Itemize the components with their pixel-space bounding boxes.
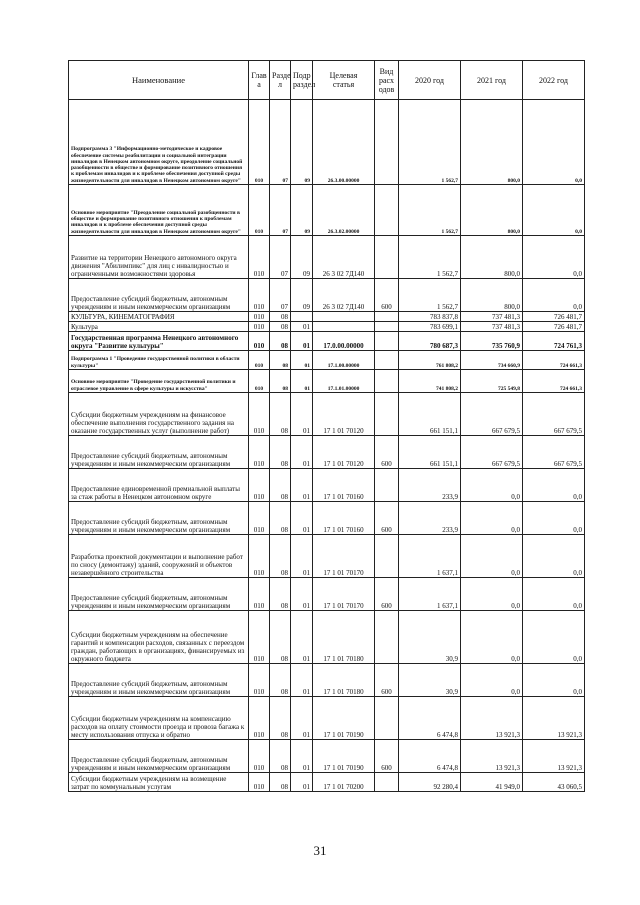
row-2021: 734 660,9 [461, 351, 523, 370]
table-row [69, 664, 585, 697]
row-name: Субсидии бюджетным учреждениям на компенсацию расходов на оплату стоимости проезда и провоза багажа к месту использования отпуска и обратно [69, 697, 249, 740]
row-podrazdel: 01 [291, 393, 313, 436]
row-podrazdel: 09 [291, 185, 313, 236]
header-vid: Вид расх одов [375, 61, 399, 100]
row-2022: 724 761,3 [523, 332, 585, 351]
row-vid: 600 [375, 740, 399, 773]
table-row [69, 393, 585, 436]
row-2022: 0,0 [523, 279, 585, 312]
table-row [69, 469, 585, 502]
header-razdel: Разде л [270, 61, 291, 100]
row-podrazdel: 01 [291, 740, 313, 773]
row-2021: 667 679,5 [461, 393, 523, 436]
row-glava: 010 [249, 236, 270, 279]
table-row [69, 185, 585, 236]
row-2021: 667 679,5 [461, 436, 523, 469]
row-2022: 0,0 [523, 535, 585, 578]
row-glava: 010 [249, 312, 270, 322]
row-2021: 41 949,0 [461, 773, 523, 792]
header-2022: 2022 год [523, 61, 585, 100]
row-2020: 1 562,7 [399, 100, 461, 185]
row-vid: 600 [375, 436, 399, 469]
row-target: 26 3 02 7Д140 [313, 279, 375, 312]
table-header-row [69, 61, 585, 100]
row-target [313, 312, 375, 322]
row-2020: 783 699,1 [399, 322, 461, 332]
row-name: Разработка проектной документации и выполнение работ по сносу (демонтажу) зданий, сооружений и объектов незавершённого строительства [69, 535, 249, 578]
row-razdel: 07 [270, 100, 291, 185]
row-razdel: 08 [270, 370, 291, 393]
row-podrazdel: 09 [291, 279, 313, 312]
row-name: Развитие на территории Ненецкого автономного округа движения "Абилимпикс" для лиц с инвалидностью и ограниченными возможностями здоровья [69, 236, 249, 279]
row-2020: 661 151,1 [399, 436, 461, 469]
row-2021: 0,0 [461, 469, 523, 502]
row-podrazdel: 01 [291, 773, 313, 792]
table-row [69, 351, 585, 370]
row-glava: 010 [249, 100, 270, 185]
row-glava: 010 [249, 351, 270, 370]
row-glava: 010 [249, 370, 270, 393]
row-2022: 667 679,5 [523, 393, 585, 436]
row-razdel: 07 [270, 279, 291, 312]
row-2020: 1 637,1 [399, 535, 461, 578]
row-podrazdel: 01 [291, 322, 313, 332]
table-row [69, 697, 585, 740]
table-row [69, 370, 585, 393]
row-podrazdel [291, 312, 313, 322]
page-number: 31 [313, 843, 327, 858]
row-podrazdel: 01 [291, 697, 313, 740]
row-glava: 010 [249, 469, 270, 502]
row-2022: 0,0 [523, 100, 585, 185]
header-name: Наименование [69, 61, 249, 100]
row-razdel: 08 [270, 535, 291, 578]
row-2020: 761 808,2 [399, 351, 461, 370]
row-name: Предоставление субсидий бюджетным, автономным учреждениям и иным некоммерческим организациям [69, 279, 249, 312]
row-2022: 726 481,7 [523, 312, 585, 322]
table-row [69, 611, 585, 664]
row-2022: 0,0 [523, 185, 585, 236]
header-2020: 2020 год [399, 61, 461, 100]
row-razdel: 07 [270, 185, 291, 236]
row-2021: 735 760,9 [461, 332, 523, 351]
row-target: 17 1 01 70120 [313, 436, 375, 469]
row-2020: 780 687,3 [399, 332, 461, 351]
row-target: 17.0.00.00000 [313, 332, 375, 351]
row-razdel: 08 [270, 740, 291, 773]
row-2020: 30,9 [399, 664, 461, 697]
row-target: 17 1 01 70170 [313, 578, 375, 611]
row-target: 17 1 01 70190 [313, 697, 375, 740]
row-2022: 0,0 [523, 469, 585, 502]
row-razdel: 08 [270, 393, 291, 436]
table-row [69, 322, 585, 332]
row-vid [375, 236, 399, 279]
row-2021: 13 921,3 [461, 740, 523, 773]
row-vid [375, 535, 399, 578]
row-vid [375, 351, 399, 370]
table-row [69, 740, 585, 773]
row-2022: 726 481,7 [523, 322, 585, 332]
row-podrazdel: 01 [291, 332, 313, 351]
header-target: Целевая статья [313, 61, 375, 100]
row-glava: 010 [249, 664, 270, 697]
row-name: Субсидии бюджетным учреждениям на финансовое обеспечение выполнения государственного задания на оказание государственных услуг (выполнение работ) [69, 393, 249, 436]
row-name: Предоставление субсидий бюджетным, автономным учреждениям и иным некоммерческим организациям [69, 578, 249, 611]
row-2021: 800,0 [461, 279, 523, 312]
row-glava: 010 [249, 322, 270, 332]
row-target: 17.1.01.00000 [313, 370, 375, 393]
row-podrazdel: 01 [291, 535, 313, 578]
row-glava: 010 [249, 436, 270, 469]
table-row [69, 436, 585, 469]
table-row [69, 502, 585, 535]
row-podrazdel: 01 [291, 469, 313, 502]
row-name: Государственная программа Ненецкого автономного округа "Развитие культуры" [69, 332, 249, 351]
row-2021: 0,0 [461, 578, 523, 611]
row-2022: 43 060,5 [523, 773, 585, 792]
table-row [69, 312, 585, 322]
row-razdel: 08 [270, 322, 291, 332]
row-razdel: 08 [270, 502, 291, 535]
row-razdel: 08 [270, 436, 291, 469]
row-2020: 6 474,8 [399, 740, 461, 773]
row-2020: 1 562,7 [399, 236, 461, 279]
row-glava: 010 [249, 332, 270, 351]
row-razdel: 08 [270, 697, 291, 740]
row-2020: 92 280,4 [399, 773, 461, 792]
row-glava: 010 [249, 393, 270, 436]
row-target: 17 1 01 70120 [313, 393, 375, 436]
row-vid [375, 185, 399, 236]
row-2022: 724 661,3 [523, 351, 585, 370]
row-podrazdel: 09 [291, 236, 313, 279]
row-vid: 600 [375, 279, 399, 312]
table-row [69, 279, 585, 312]
row-podrazdel: 01 [291, 370, 313, 393]
row-name: Субсидии бюджетным учреждениям на обеспечение гарантий и компенсации расходов, связанных с переездом граждан, работающих в организациях, финансируемых из окружного бюджета [69, 611, 249, 664]
row-2020: 233,9 [399, 469, 461, 502]
row-name: Предоставление субсидий бюджетным, автономным учреждениям и иным некоммерческим организациям [69, 436, 249, 469]
row-2021: 0,0 [461, 502, 523, 535]
table-body [69, 100, 585, 792]
row-2020: 1 562,7 [399, 185, 461, 236]
row-2022: 667 679,5 [523, 436, 585, 469]
row-target: 17 1 01 70190 [313, 740, 375, 773]
row-razdel: 08 [270, 578, 291, 611]
row-name: Предоставление субсидий бюджетным, автономным учреждениям и иным некоммерческим организациям [69, 664, 249, 697]
row-2020: 6 474,8 [399, 697, 461, 740]
row-podrazdel: 01 [291, 436, 313, 469]
row-2022: 0,0 [523, 611, 585, 664]
row-name: Подпрограмма 3 "Информационно-методическое и кадровое обеспечение системы реабилитации и социальной интеграции инвалидов в Ненецком автономном округе, преодоление социальной разобщенности в обществе и формирование позитивного отношения к проблемам инвалидов и к проблеме обеспечения доступной среды жизнедеятельности для инвалидов в Ненецком автономном округе" [69, 100, 249, 185]
row-name: Культура [69, 322, 249, 332]
row-2021: 725 549,8 [461, 370, 523, 393]
row-name: Предоставление единовременной премиальной выплаты за стаж работы в Ненецком автономном округе [69, 469, 249, 502]
row-name: Субсидии бюджетным учреждениям на возмещение затрат по коммунальным услугам [69, 773, 249, 792]
table-row [69, 100, 585, 185]
row-target: 17 1 01 70160 [313, 469, 375, 502]
row-razdel: 08 [270, 332, 291, 351]
row-target: 17 1 01 70180 [313, 664, 375, 697]
row-razdel: 08 [270, 664, 291, 697]
row-2020: 233,9 [399, 502, 461, 535]
row-2022: 13 921,3 [523, 740, 585, 773]
row-2022: 724 661,3 [523, 370, 585, 393]
row-vid [375, 469, 399, 502]
row-2020: 1 562,7 [399, 279, 461, 312]
row-vid [375, 322, 399, 332]
row-2022: 0,0 [523, 236, 585, 279]
row-glava: 010 [249, 611, 270, 664]
row-name: КУЛЬТУРА, КИНЕМАТОГРАФИЯ [69, 312, 249, 322]
row-glava: 010 [249, 740, 270, 773]
row-name: Предоставление субсидий бюджетным, автономным учреждениям и иным некоммерческим организациям [69, 740, 249, 773]
row-2022: 0,0 [523, 502, 585, 535]
row-target: 26.3.02.00000 [313, 185, 375, 236]
row-glava: 010 [249, 279, 270, 312]
row-razdel: 08 [270, 611, 291, 664]
row-2021: 0,0 [461, 664, 523, 697]
row-razdel: 07 [270, 236, 291, 279]
row-podrazdel: 01 [291, 578, 313, 611]
row-2021: 13 921,3 [461, 697, 523, 740]
row-target: 26.3.00.00000 [313, 100, 375, 185]
row-target: 17 1 01 70200 [313, 773, 375, 792]
row-2020: 783 837,8 [399, 312, 461, 322]
row-razdel: 08 [270, 773, 291, 792]
row-vid [375, 773, 399, 792]
table-row [69, 773, 585, 792]
row-razdel: 08 [270, 312, 291, 322]
row-podrazdel: 01 [291, 502, 313, 535]
row-name: Подпрограмма 1 "Проведение государственной политики в области культуры" [69, 351, 249, 370]
row-vid: 600 [375, 502, 399, 535]
row-vid [375, 100, 399, 185]
row-vid: 600 [375, 578, 399, 611]
row-name: Предоставление субсидий бюджетным, автономным учреждениям и иным некоммерческим организациям [69, 502, 249, 535]
row-glava: 010 [249, 773, 270, 792]
row-podrazdel: 01 [291, 664, 313, 697]
row-2021: 800,0 [461, 100, 523, 185]
row-2020: 30,9 [399, 611, 461, 664]
row-razdel: 08 [270, 351, 291, 370]
header-podrazdel: Подр раздел [291, 61, 313, 100]
row-vid: 600 [375, 664, 399, 697]
row-glava: 010 [249, 578, 270, 611]
row-vid [375, 370, 399, 393]
header-glava: Глав а [249, 61, 270, 100]
row-glava: 010 [249, 185, 270, 236]
row-2020: 741 808,2 [399, 370, 461, 393]
row-2022: 0,0 [523, 578, 585, 611]
row-target: 17 1 01 70180 [313, 611, 375, 664]
row-vid [375, 332, 399, 351]
row-vid [375, 393, 399, 436]
row-target: 17 1 01 70170 [313, 535, 375, 578]
row-2020: 661 151,1 [399, 393, 461, 436]
budget-table [68, 60, 585, 792]
row-glava: 010 [249, 697, 270, 740]
row-target: 17 1 01 70160 [313, 502, 375, 535]
table-row [69, 578, 585, 611]
row-target: 26 3 02 7Д140 [313, 236, 375, 279]
row-2021: 737 481,3 [461, 322, 523, 332]
row-podrazdel: 01 [291, 351, 313, 370]
row-razdel: 08 [270, 469, 291, 502]
row-podrazdel: 09 [291, 100, 313, 185]
row-vid [375, 312, 399, 322]
row-2020: 1 637,1 [399, 578, 461, 611]
header-2021: 2021 год [461, 61, 523, 100]
row-vid [375, 697, 399, 740]
row-2021: 737 481,3 [461, 312, 523, 322]
row-target: 17.1.00.00000 [313, 351, 375, 370]
row-target [313, 322, 375, 332]
row-podrazdel: 01 [291, 611, 313, 664]
row-vid [375, 611, 399, 664]
row-glava: 010 [249, 502, 270, 535]
row-name: Основное мероприятие "Преодоление социальной разобщенности в обществе и формирование позитивного отношения к проблемам инвалидов и к проблеме обеспечения доступной среды жизнедеятельности для инвалидов в Ненецком автономном округе" [69, 185, 249, 236]
row-2022: 0,0 [523, 664, 585, 697]
table-row [69, 332, 585, 351]
row-2021: 800,0 [461, 236, 523, 279]
row-glava: 010 [249, 535, 270, 578]
table-row [69, 535, 585, 578]
row-2022: 13 921,3 [523, 697, 585, 740]
row-2021: 800,0 [461, 185, 523, 236]
row-2021: 0,0 [461, 611, 523, 664]
row-2021: 0,0 [461, 535, 523, 578]
table-row [69, 236, 585, 279]
row-name: Основное мероприятие "Проведение государственной политики и отраслевое управление в сфере культуры и искусства" [69, 370, 249, 393]
